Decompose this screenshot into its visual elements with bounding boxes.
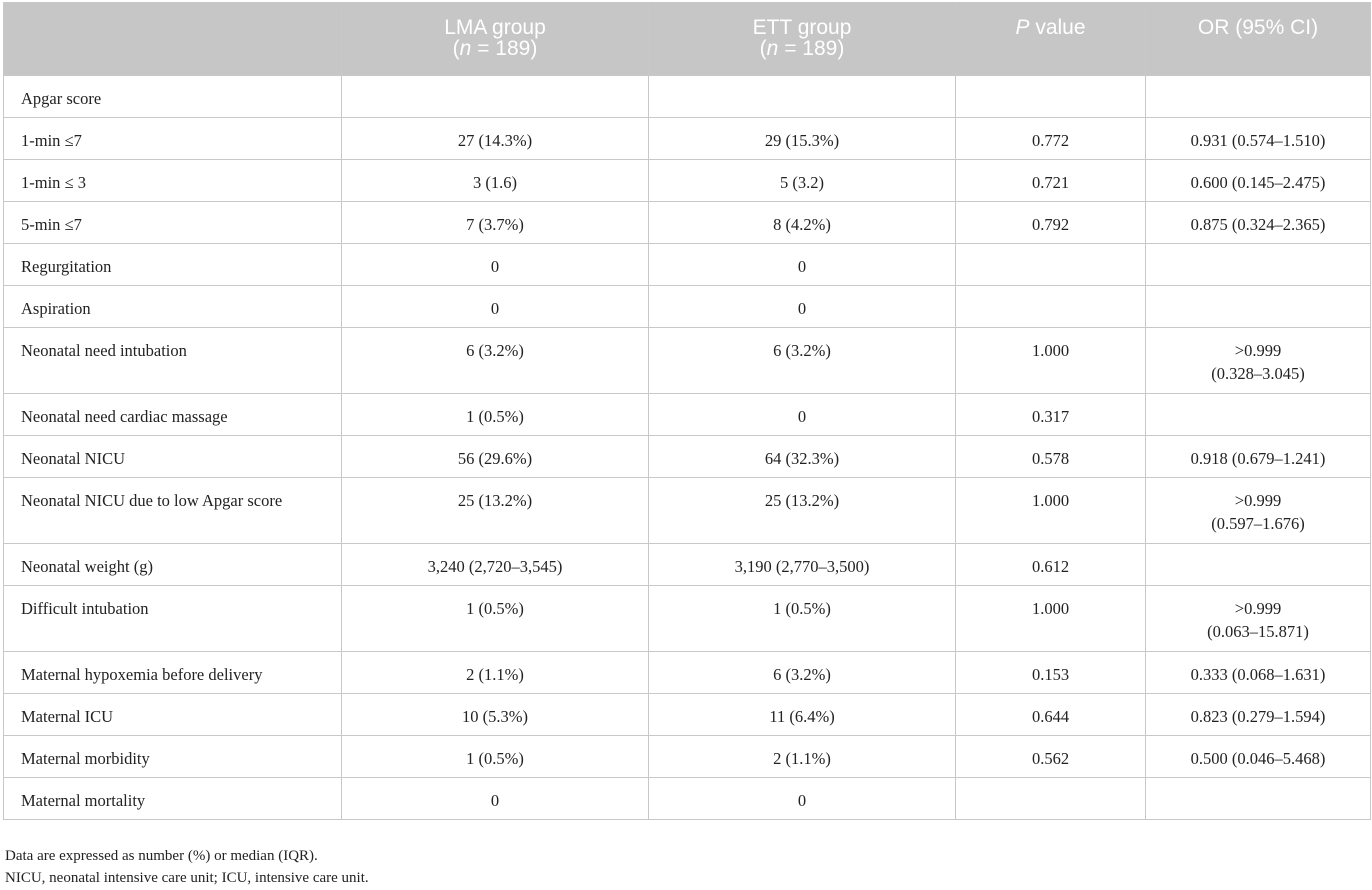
header-odds-ratio bbox=[1146, 3, 1371, 76]
cell-p-value bbox=[956, 286, 1146, 328]
results-table bbox=[3, 2, 1371, 820]
cell-lma: 25 (13.2%) bbox=[342, 478, 649, 544]
cell-odds-ratio bbox=[1146, 652, 1371, 694]
cell-odds-ratio bbox=[1146, 778, 1371, 820]
header-p-symbol: P bbox=[1015, 16, 1030, 39]
cell-p-value: 0.578 bbox=[956, 436, 1146, 478]
cell-odds-ratio bbox=[1146, 286, 1371, 328]
cell-ett: 25 (13.2%) bbox=[649, 478, 956, 544]
cell-lma bbox=[342, 76, 649, 118]
odds-ratio-line-2: (0.328–3.045) bbox=[1211, 364, 1305, 383]
results-table-container bbox=[3, 2, 1370, 820]
row-label: Regurgitation bbox=[4, 244, 342, 286]
cell-odds-ratio bbox=[1146, 76, 1371, 118]
cell-p-value: 1.000 bbox=[956, 478, 1146, 544]
footnote-data-expression: Data are expressed as number (%) or median (IQR). bbox=[5, 848, 318, 864]
table-row bbox=[4, 478, 1371, 544]
cell-odds-ratio bbox=[1146, 586, 1371, 652]
cell-p-value: 0.562 bbox=[956, 736, 1146, 778]
cell-ett: 6 (3.2%) bbox=[649, 328, 956, 394]
header-lma-group bbox=[342, 3, 649, 76]
cell-p-value: 0.644 bbox=[956, 694, 1146, 736]
cell-ett: 11 (6.4%) bbox=[649, 694, 956, 736]
cell-ett: 0 bbox=[649, 778, 956, 820]
odds-ratio-line-2: (0.597–1.676) bbox=[1211, 514, 1305, 533]
cell-lma: 56 (29.6%) bbox=[342, 436, 649, 478]
odds-ratio-line-1: >0.999 bbox=[1234, 491, 1282, 510]
table-body bbox=[4, 76, 1371, 820]
cell-p-value: 0.317 bbox=[956, 394, 1146, 436]
cell-lma: 10 (5.3%) bbox=[342, 694, 649, 736]
header-ett-n-open: ( bbox=[759, 37, 767, 60]
table-row bbox=[4, 694, 1371, 736]
table-row bbox=[4, 118, 1371, 160]
row-label: Maternal morbidity bbox=[4, 736, 342, 778]
header-lma-n-value: = 189) bbox=[471, 37, 538, 60]
odds-ratio-line-1: 0.500 (0.046–5.468) bbox=[1190, 749, 1326, 768]
cell-odds-ratio bbox=[1146, 244, 1371, 286]
cell-lma: 27 (14.3%) bbox=[342, 118, 649, 160]
cell-p-value: 0.772 bbox=[956, 118, 1146, 160]
header-row bbox=[4, 3, 1371, 76]
cell-p-value bbox=[956, 244, 1146, 286]
cell-odds-ratio bbox=[1146, 736, 1371, 778]
cell-lma: 1 (0.5%) bbox=[342, 586, 649, 652]
table-row bbox=[4, 586, 1371, 652]
table-row bbox=[4, 328, 1371, 394]
footnote-abbreviations: NICU, neonatal intensive care unit; ICU, intensive care unit. bbox=[5, 870, 369, 886]
row-label: 5-min ≤7 bbox=[4, 202, 342, 244]
odds-ratio-line-1: 0.333 (0.068–1.631) bbox=[1190, 665, 1326, 684]
cell-ett bbox=[649, 76, 956, 118]
cell-ett: 0 bbox=[649, 286, 956, 328]
header-p-value bbox=[956, 3, 1146, 76]
table-row bbox=[4, 652, 1371, 694]
row-label: Maternal ICU bbox=[4, 694, 342, 736]
header-lma-n-symbol: n bbox=[459, 37, 472, 60]
row-label: Neonatal NICU due to low Apgar score bbox=[4, 478, 342, 544]
table-row bbox=[4, 286, 1371, 328]
cell-p-value: 1.000 bbox=[956, 328, 1146, 394]
table-row bbox=[4, 436, 1371, 478]
table-row bbox=[4, 160, 1371, 202]
cell-lma: 0 bbox=[342, 286, 649, 328]
row-label: Neonatal NICU bbox=[4, 436, 342, 478]
odds-ratio-line-1: 0.931 (0.574–1.510) bbox=[1190, 131, 1326, 150]
cell-ett: 0 bbox=[649, 244, 956, 286]
cell-lma: 1 (0.5%) bbox=[342, 394, 649, 436]
header-ett-n-value: = 189) bbox=[778, 37, 845, 60]
table-row bbox=[4, 76, 1371, 118]
cell-p-value bbox=[956, 778, 1146, 820]
row-label: Neonatal need intubation bbox=[4, 328, 342, 394]
odds-ratio-line-1: 0.600 (0.145–2.475) bbox=[1190, 173, 1326, 192]
cell-lma: 6 (3.2%) bbox=[342, 328, 649, 394]
row-label: Neonatal need cardiac massage bbox=[4, 394, 342, 436]
cell-p-value: 0.612 bbox=[956, 544, 1146, 586]
cell-odds-ratio bbox=[1146, 478, 1371, 544]
table-row bbox=[4, 736, 1371, 778]
table-row bbox=[4, 778, 1371, 820]
header-p-text: value bbox=[1029, 16, 1086, 39]
odds-ratio-line-1: >0.999 bbox=[1234, 599, 1282, 618]
cell-p-value: 0.792 bbox=[956, 202, 1146, 244]
cell-ett: 1 (0.5%) bbox=[649, 586, 956, 652]
cell-odds-ratio bbox=[1146, 328, 1371, 394]
cell-p-value bbox=[956, 76, 1146, 118]
cell-odds-ratio bbox=[1146, 544, 1371, 586]
row-label: Apgar score bbox=[4, 76, 342, 118]
cell-lma: 2 (1.1%) bbox=[342, 652, 649, 694]
odds-ratio-line-1: 0.875 (0.324–2.365) bbox=[1190, 215, 1326, 234]
row-label: Aspiration bbox=[4, 286, 342, 328]
cell-ett: 29 (15.3%) bbox=[649, 118, 956, 160]
row-label: Maternal hypoxemia before delivery bbox=[4, 652, 342, 694]
cell-odds-ratio bbox=[1146, 436, 1371, 478]
row-label: Maternal mortality bbox=[4, 778, 342, 820]
cell-ett: 8 (4.2%) bbox=[649, 202, 956, 244]
cell-odds-ratio bbox=[1146, 394, 1371, 436]
cell-lma: 3,240 (2,720–3,545) bbox=[342, 544, 649, 586]
row-label: Difficult intubation bbox=[4, 586, 342, 652]
table-header bbox=[4, 3, 1371, 76]
cell-odds-ratio bbox=[1146, 694, 1371, 736]
row-label: 1-min ≤7 bbox=[4, 118, 342, 160]
header-or-text: OR (95% CI) bbox=[1197, 16, 1319, 39]
header-variable bbox=[4, 3, 342, 76]
cell-ett: 0 bbox=[649, 394, 956, 436]
cell-odds-ratio bbox=[1146, 202, 1371, 244]
odds-ratio-line-1: 0.823 (0.279–1.594) bbox=[1190, 707, 1326, 726]
odds-ratio-line-1: >0.999 bbox=[1234, 341, 1282, 360]
cell-lma: 0 bbox=[342, 244, 649, 286]
cell-p-value: 0.153 bbox=[956, 652, 1146, 694]
cell-ett: 64 (32.3%) bbox=[649, 436, 956, 478]
cell-lma: 1 (0.5%) bbox=[342, 736, 649, 778]
row-label: 1-min ≤ 3 bbox=[4, 160, 342, 202]
odds-ratio-line-1: 0.918 (0.679–1.241) bbox=[1190, 449, 1326, 468]
cell-odds-ratio bbox=[1146, 118, 1371, 160]
header-ett-title: ETT group bbox=[752, 16, 852, 39]
cell-ett: 2 (1.1%) bbox=[649, 736, 956, 778]
cell-ett: 6 (3.2%) bbox=[649, 652, 956, 694]
cell-p-value: 1.000 bbox=[956, 586, 1146, 652]
table-row bbox=[4, 244, 1371, 286]
odds-ratio-line-2: (0.063–15.871) bbox=[1207, 622, 1309, 641]
table-row bbox=[4, 202, 1371, 244]
header-lma-title: LMA group bbox=[444, 16, 546, 39]
cell-ett: 3,190 (2,770–3,500) bbox=[649, 544, 956, 586]
cell-lma: 3 (1.6) bbox=[342, 160, 649, 202]
table-footnotes bbox=[5, 845, 369, 889]
header-ett-n-symbol: n bbox=[766, 37, 779, 60]
cell-odds-ratio bbox=[1146, 160, 1371, 202]
header-ett-group bbox=[649, 3, 956, 76]
table-row bbox=[4, 544, 1371, 586]
cell-ett: 5 (3.2) bbox=[649, 160, 956, 202]
header-lma-n-open: ( bbox=[452, 37, 460, 60]
cell-lma: 7 (3.7%) bbox=[342, 202, 649, 244]
cell-p-value: 0.721 bbox=[956, 160, 1146, 202]
cell-lma: 0 bbox=[342, 778, 649, 820]
row-label: Neonatal weight (g) bbox=[4, 544, 342, 586]
table-row bbox=[4, 394, 1371, 436]
